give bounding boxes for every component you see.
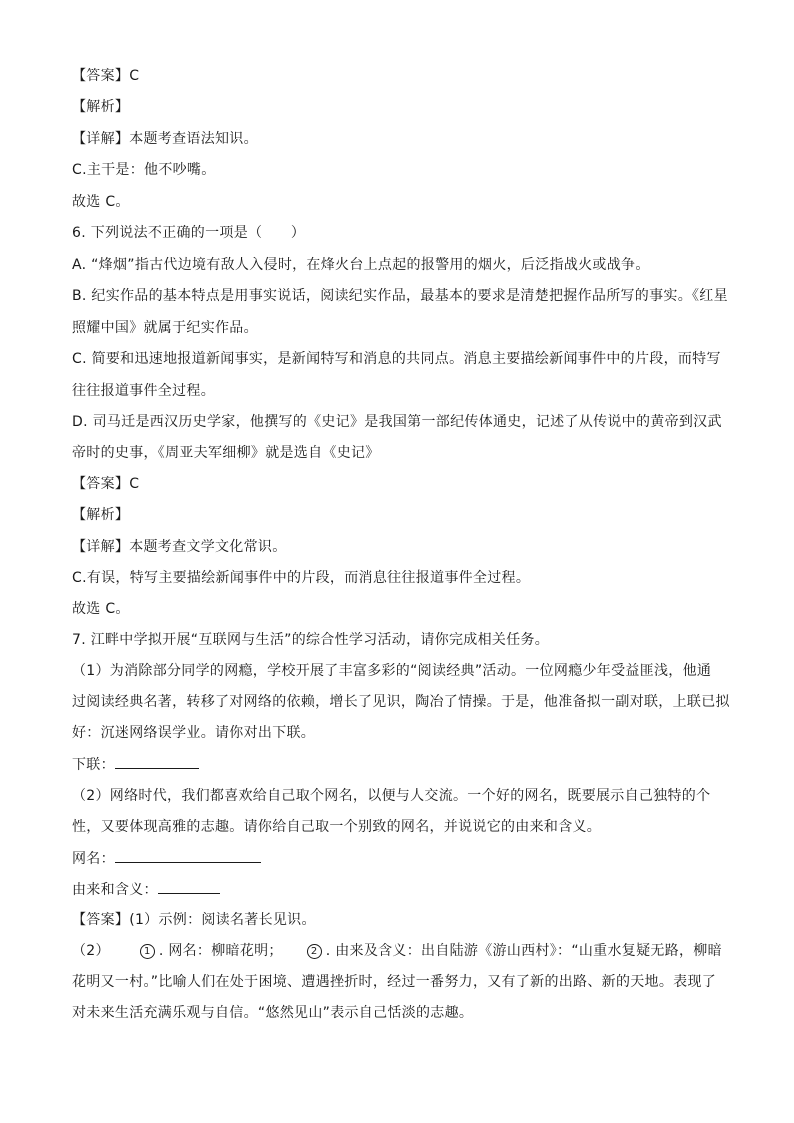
choice-line: 故选 C。 — [72, 194, 130, 210]
option-a: A. “烽烟”指古代边境有敌人入侵时，在烽火台上点起的报警用的烟火，后泛指战火或战争。 — [72, 257, 650, 273]
option-b: B. 纪实作品的基本特点是用事实说话，阅读纪实作品，最基本的要求是清楚把握作品所写的事实。《红星 — [72, 288, 728, 304]
subquestion-2: （2）网络时代，我们都喜欢给自己取个网名，以便与人交流。一个好的网名，既要展示自己独特的个 — [72, 788, 711, 804]
subquestion-1-cont: 好：沉迷网络误学业。请你对出下联。 — [72, 725, 316, 741]
netname-label: 网名： — [72, 851, 115, 867]
question-6: 6. 下列说法不正确的一项是（ ） — [72, 225, 306, 241]
option-c: C. 简要和迅速地报道新闻事实，是新闻特写和消息的共同点。消息主要描绘新闻事件中的片段，而特写 — [72, 351, 721, 367]
body-line: C.主干是：他不吵嘴。 — [72, 162, 216, 178]
answer-item: . 由来及含义：出自陆游《游山西村》：“山重水复疑无路，柳暗 — [325, 943, 722, 959]
option-d: D. 司马迁是西汉历史学家，他撰写的《史记》是我国第一部纪传体通史，记述了从传说中的黄帝到汉武 — [72, 414, 722, 430]
answer-item: . 网名：柳暗花明； — [158, 943, 283, 959]
body-line: C.有误，特写主要描绘新闻事件中的片段，而消息往往报道事件全过程。 — [72, 570, 531, 586]
answer-line-cont: 花明又一村。”比喻人们在处于困境、遭遇挫折时，经过一番努力，又有了新的出路、新的天地。表现了 — [72, 974, 717, 990]
answer-label: 【答案】C — [72, 476, 140, 492]
answer-line: 【答案】(1）示例：阅读名著长见识。 — [72, 912, 316, 928]
analysis-label: 【解析】 — [72, 99, 130, 115]
subquestion-2-cont: 性，又要体现高雅的志趣。请你给自己取一个别致的网名，并说说它的由来和含义。 — [72, 819, 602, 835]
option-b-cont: 照耀中国》就属于纪实作品。 — [72, 320, 258, 336]
subquestion-1: （1）为消除部分同学的网瘾，学校开展了丰富多彩的“阅读经典”活动。一位网瘾少年受益匪浅，他通 — [72, 663, 712, 679]
detail-line: 【详解】本题考查语法知识。 — [72, 131, 258, 147]
origin-field — [72, 879, 728, 900]
answer-line-2 — [72, 941, 728, 961]
answer-blank — [115, 754, 199, 769]
couplet-field — [72, 754, 728, 775]
option-c-cont: 往往报道事件全过程。 — [72, 383, 215, 399]
origin-label: 由来和含义： — [72, 882, 158, 898]
answer-part-label: （2） — [72, 943, 110, 959]
option-d-cont: 帝时的史事，《周亚夫军细柳》就是选自《史记》 — [72, 445, 380, 461]
answer-line-cont: 对未来生活充满乐观与自信。“悠然见山”表示自己恬淡的志趣。 — [72, 1005, 474, 1021]
detail-line: 【详解】本题考查文学文化常识。 — [72, 539, 287, 555]
couplet-label: 下联： — [72, 757, 115, 773]
circled-number: 1 — [140, 944, 155, 959]
choice-line: 故选 C。 — [72, 601, 130, 617]
circled-number: 2 — [307, 944, 322, 959]
answer-label: 【答案】C — [72, 68, 140, 84]
question-7: 7. 江畔中学拟开展“互联网与生活”的综合性学习活动，请你完成相关任务。 — [72, 632, 550, 648]
netname-field — [72, 848, 728, 869]
subquestion-1-cont: 过阅读经典名著，转移了对网络的依赖，增长了见识，陶冶了情操。于是，他准备拟一副对联，上联已拟 — [72, 694, 730, 710]
answer-blank — [115, 848, 261, 863]
analysis-label: 【解析】 — [72, 507, 130, 523]
answer-blank — [158, 879, 220, 894]
